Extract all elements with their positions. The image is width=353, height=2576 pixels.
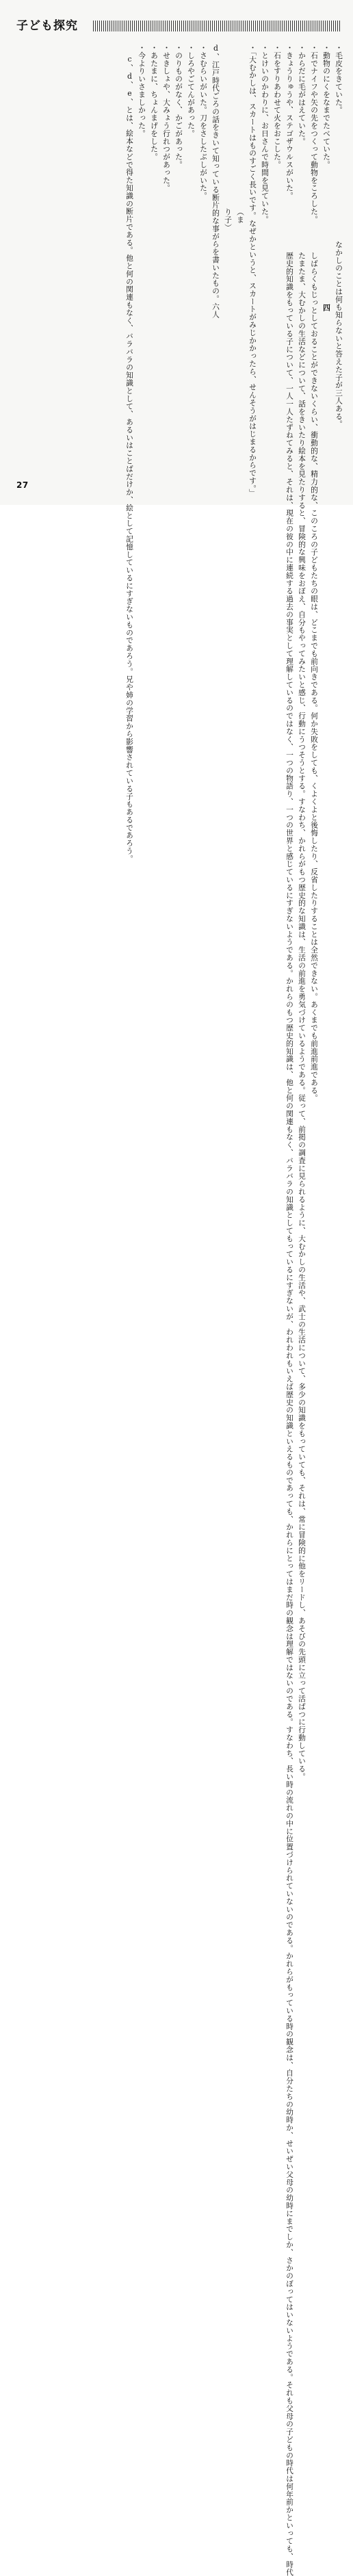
text-column: ・石をすりあわせて火をおこした。: [273, 44, 282, 169]
text-paragraph: たまたま、大むかしの生活などについて、話をきいたり絵本を見たりすると、冒険的な興味をおぼえ、自分もやってみたいと感じ、行動にうつそうとする。すなわち、かれらがもつ歴史的な知識は、生活の前進を勇気づけているようである。従って、前掲の調査に見られるように、大むかしの生活や、武士の生活について、多少の知識をもっていても、それは、常に冒険的に他をリードし、あそびの先頭に立って活ぱつに行動している。: [298, 252, 306, 1781]
text-column: ・せきしょや、大みょう行れつがあった。: [162, 44, 171, 192]
page-header: [16, 18, 341, 36]
header-hatched-rule: [93, 21, 341, 31]
text-column: ・動物のにくをなまでたべていた。: [322, 44, 331, 169]
text-column: なかしのことは何も知らないと答えた子が三人ある。: [335, 241, 343, 428]
text-column: d、江戸時代ごろの話をきいて知っている断片的な事がらを書いたもの。六人: [211, 44, 220, 319]
text-column: ・からだに毛がはえていた。: [298, 44, 306, 146]
text-paragraph: しばらくもじっとしておることができないくらい、衝動的な、精力的な、このころの子どもたちの眼は、どこまでも前向きである。何か失敗をしても、くよくよと後悔したり、反省したりすることは全然できない。あくまでも前進前進である。: [310, 252, 319, 1102]
section-number: 四: [322, 304, 331, 312]
text-paragraph: 歴史的知識をもっている子について、一人一人たずねてみると、それは、現在の彼の中に連続する過去の事実として理解しているのではなく、一つの物語り、一つの世界と感じているにすぎないようである。かれらのもつ歴史的知識は、他と何の関連もなく、バラバラの知識としてもっているにすぎないが、われわれもいえば歴史の知識といえるものであっても、かれらにとってはまだ時の観念は理解ではないのである。すなわち、長い時の流れの中に位置づけられていないのである。かれらがもっている時の観念は、自分たちの幼時か、せいぜい父母の幼時にまでしか、さかのぼってはいないようである。それも父母の子どもの時代は何年前かといっても、時代: [285, 252, 294, 2576]
text-column: ・さむらいがいた。刀をさしたぶしがいた。: [199, 44, 208, 200]
text-column: ・今よりいさましかった。: [138, 44, 146, 138]
text-column: ・あたまに、ちょんまげをした。: [150, 44, 159, 161]
text-column: ・毛皮をきていた。: [335, 44, 343, 114]
text-column: ・しろやごてんがあった。: [187, 44, 196, 138]
text-column: ・とけいのかわりに、お日さんで時間を見ていた。: [261, 44, 270, 224]
text-column-quote: ・「大むかしは、スカートはものすごく長いです。なぜかというと、スカートがみじかかったら、せんそうがはじまるからです。」: [248, 44, 257, 497]
header-title: 子ども探究: [16, 19, 78, 33]
text-column: ・石でナイフや矢の先をつくって動物をころした。: [310, 44, 319, 224]
quote-attribution: （まり子）: [224, 208, 245, 232]
text-column: ・きょうりゅうや、ステゴザウルスがいた。: [285, 44, 294, 200]
page-number: 27: [16, 480, 29, 490]
text-column: ・のりものがなく、かごがあった。: [174, 44, 183, 169]
text-paragraph: c、d、e、とは、絵本などで得た知識の断片である。他と何の関連もなく、バラバラの知識として、あるいはことばだけか、絵として記憶しているにすぎないものであろう。兄や姉の学習から影響されている子もあるであろう。: [125, 55, 134, 863]
